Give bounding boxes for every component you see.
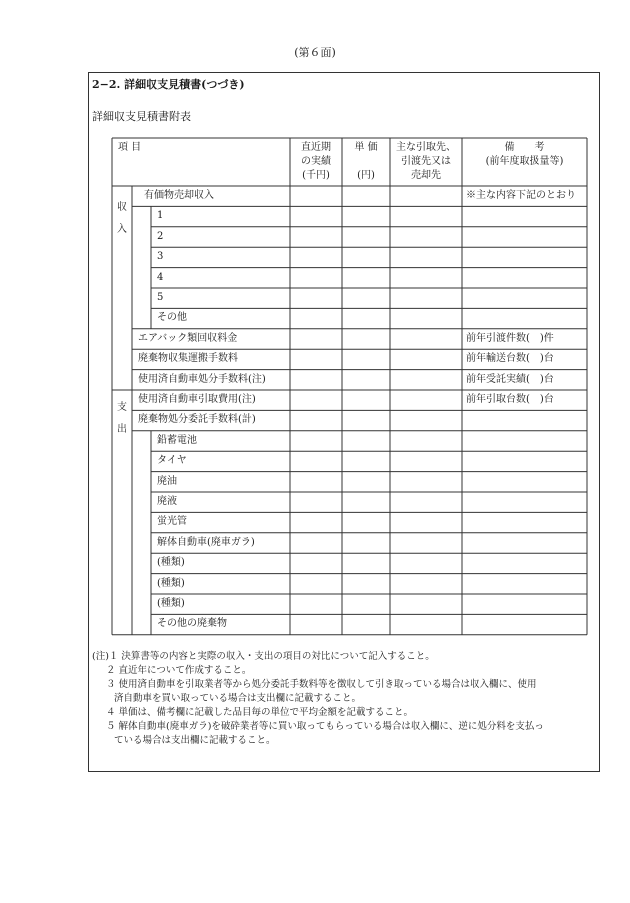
income-row-remark: 前年受託実績( )台 [466, 373, 554, 385]
note-line: ている場合は支出欄に記載すること。 [114, 735, 276, 746]
notes-section [92, 650, 597, 748]
header-unit-price: 単 価 [354, 142, 378, 153]
header-recent-results: 直近期 [301, 142, 331, 153]
expense-row-label: 廃油 [157, 475, 177, 487]
header-item: 項 目 [118, 142, 142, 153]
expense-row-label: その他の廃棄物 [157, 618, 227, 630]
note-line: ５ 解体自動車(廃車ガラ)を破砕業者等に買い取ってもらっている場合は収入欄に、逆に処分料を支払っ [106, 721, 544, 732]
income-row-label: 有価物売却収入 [144, 190, 214, 201]
income-row-label: 3 [157, 251, 164, 263]
income-row-label: 廃棄物収集運搬手数料 [138, 353, 238, 365]
expense-row-label: 鉛蓄電池 [157, 434, 197, 446]
section-title: 2−2. 詳細収支見積書(つづき) [92, 78, 245, 91]
income-row-label: 5 [157, 292, 164, 303]
note-line: ２ 直近年について作成すること。 [106, 665, 252, 676]
income-row-label: エアバック類回収料金 [138, 332, 238, 344]
expense-row-label: (種類) [157, 577, 185, 589]
expense-row-label: 使用済自動車引取費用(注) [138, 394, 256, 405]
header-main-partner: 引渡先又は [401, 156, 451, 167]
expense-group-label: 支 [117, 402, 127, 413]
income-row-remark: 前年輸送台数( )台 [466, 353, 554, 365]
header-main-partner: 主な引取先、 [396, 142, 456, 153]
expense-row-label: タイヤ [157, 455, 187, 467]
expense-group-label: 出 [117, 424, 127, 435]
income-row-remark: 前年引渡件数( )件 [466, 332, 554, 344]
income-group-label: 収 [117, 202, 127, 213]
income-row-label: その他 [157, 312, 187, 324]
income-row-label: 1 [157, 210, 164, 222]
header-remarks: (前年度取扱量等) [485, 156, 564, 167]
expense-row-label: 解体自動車(廃車ガラ) [157, 536, 255, 548]
expense-row-label: 廃棄物処分委託手数料(計) [138, 414, 256, 426]
income-row-remark: ※主な内容下記のとおり [466, 190, 576, 201]
header-recent-results: (千円) [302, 170, 330, 181]
note-line: (注)１ 決算書等の内容と実際の収入・支出の項目の対比について記入すること。 [92, 651, 435, 662]
header-remarks: 備 考 [504, 142, 545, 153]
note-line: ４ 単価は、備考欄に記載した品目毎の単位で平均金額を記載すること。 [106, 707, 414, 718]
page-number-label: (第６面) [294, 46, 336, 59]
expense-row-label: (種類) [157, 598, 185, 609]
table-subtitle: 詳細収支見積書附表 [92, 110, 191, 123]
expense-row-label: 蛍光管 [157, 516, 187, 528]
header-main-partner: 売却先 [411, 170, 441, 181]
note-line: ３ 使用済自動車を引取業者等から処分委託手数料等を徴収して引き取っている場合は収入欄に、使用 [106, 679, 537, 690]
header-recent-results: の実績 [301, 156, 331, 167]
income-row-label: 4 [157, 271, 164, 283]
note-line: 済自動車を買い取っている場合は支出欄に記載すること。 [114, 693, 362, 704]
expense-row-label: 廃液 [157, 496, 177, 507]
income-row-label: 使用済自動車処分手数料(注) [138, 373, 266, 385]
expense-row-remark: 前年引取台数( )台 [466, 394, 554, 405]
header-unit-price: (円) [357, 170, 375, 181]
expense-row-label: (種類) [157, 557, 185, 569]
income-row-label: 2 [157, 230, 164, 242]
income-group-label: 入 [117, 224, 127, 235]
